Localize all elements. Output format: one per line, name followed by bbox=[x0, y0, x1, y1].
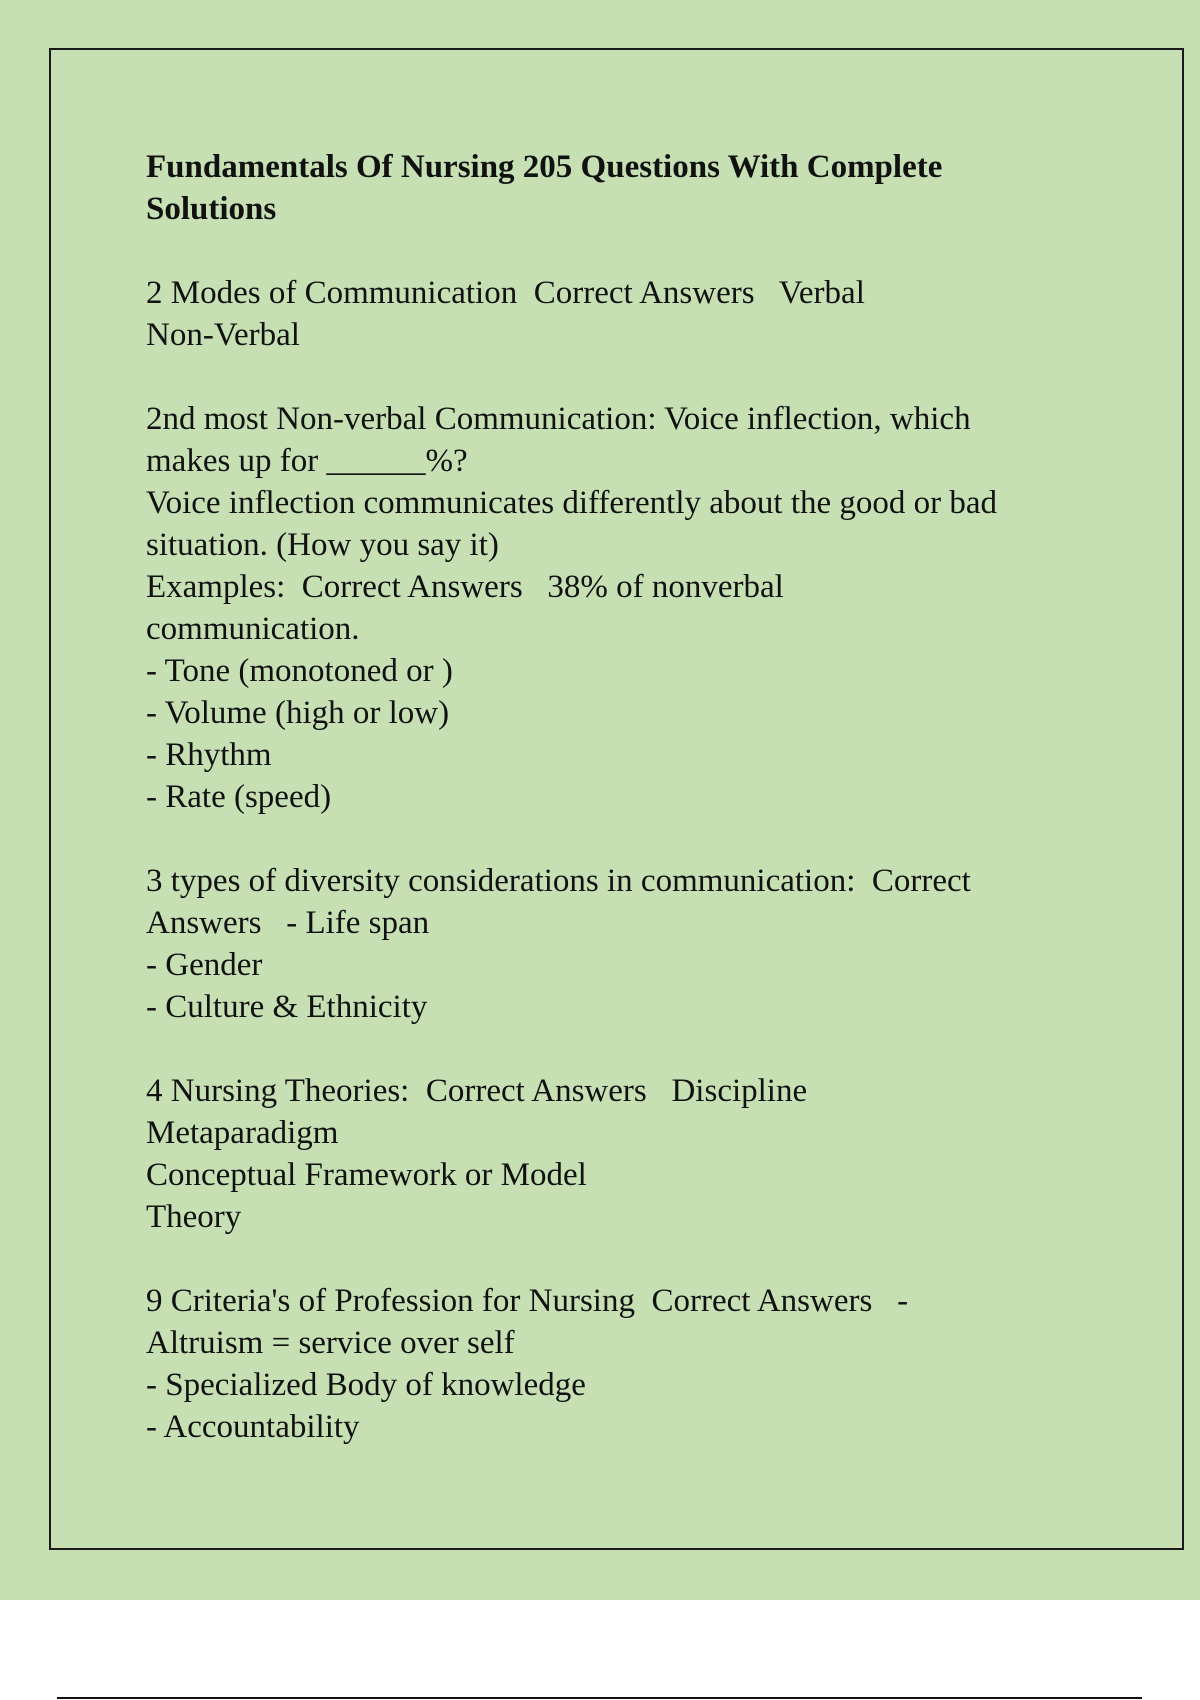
qa-entry-voice-inflection bbox=[146, 398, 1106, 818]
text-line: Answers - Life span bbox=[146, 905, 430, 941]
text-line: 3 types of diversity considerations in communication: Correct bbox=[146, 863, 971, 899]
text-line: 9 Criteria's of Profession for Nursing Correct Answers - bbox=[146, 1283, 909, 1319]
text-line: - Gender bbox=[146, 947, 263, 983]
text-line: Theory bbox=[146, 1199, 242, 1235]
text-line: Conceptual Framework or Model bbox=[146, 1157, 587, 1193]
text-line: Altruism = service over self bbox=[146, 1325, 515, 1361]
footer-divider bbox=[57, 1697, 1142, 1699]
text-line: - Rhythm bbox=[146, 737, 272, 773]
text-line: Examples: Correct Answers 38% of nonverbal bbox=[146, 569, 784, 605]
text-line: - Specialized Body of knowledge bbox=[146, 1367, 586, 1403]
qa-entry-diversity-considerations bbox=[146, 860, 1106, 1028]
text-line: Voice inflection communicates differently about the good or bad bbox=[146, 485, 998, 521]
qa-entry-profession-criteria bbox=[146, 1280, 1106, 1448]
text-line: - Accountability bbox=[146, 1409, 360, 1445]
qa-entry-modes-of-communication bbox=[146, 272, 1106, 356]
text-line: communication. bbox=[146, 611, 360, 647]
text-line: situation. (How you say it) bbox=[146, 527, 499, 563]
title-line: Solutions bbox=[146, 191, 277, 227]
text-line: Non-Verbal bbox=[146, 317, 300, 353]
text-line: Metaparadigm bbox=[146, 1115, 339, 1151]
text-line: 4 Nursing Theories: Correct Answers Discipline bbox=[146, 1073, 808, 1109]
text-line: - Volume (high or low) bbox=[146, 695, 450, 731]
text-line: makes up for ______%? bbox=[146, 443, 468, 479]
text-line: - Rate (speed) bbox=[146, 779, 332, 815]
text-line: 2 Modes of Communication Correct Answers Verbal bbox=[146, 275, 865, 311]
title-line: Fundamentals Of Nursing 205 Questions With Complete bbox=[146, 149, 943, 185]
document-body bbox=[146, 146, 1106, 1490]
text-line: - Tone (monotoned or ) bbox=[146, 653, 453, 689]
document-title bbox=[146, 146, 1106, 230]
text-line: 2nd most Non-verbal Communication: Voice inflection, which bbox=[146, 401, 971, 437]
text-line: - Culture & Ethnicity bbox=[146, 989, 428, 1025]
qa-entry-nursing-theories bbox=[146, 1070, 1106, 1238]
